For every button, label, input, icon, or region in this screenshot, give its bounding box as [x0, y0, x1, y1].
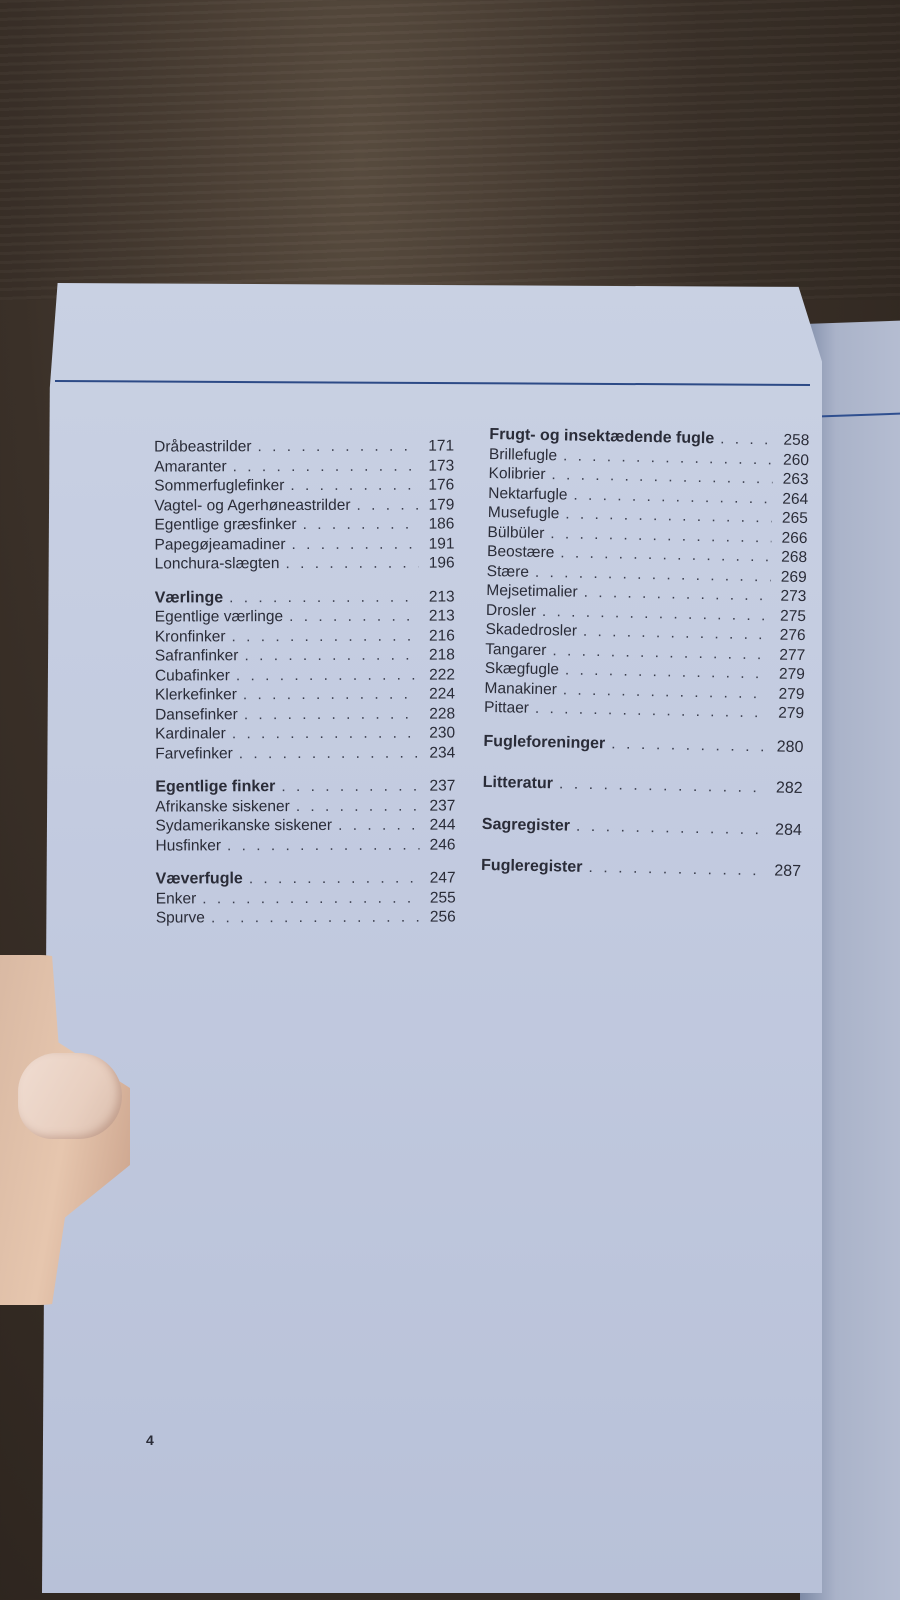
toc-entry-page: 279	[778, 685, 805, 703]
toc-entry-page: 256	[429, 908, 456, 926]
toc-entry-label: Klerkefinker	[154, 686, 237, 704]
toc-entry	[156, 907, 456, 928]
leader-dots	[257, 437, 418, 457]
leader-dots	[535, 699, 769, 723]
toc-entry	[155, 665, 455, 686]
toc-entry-label: Skadedrosler	[485, 620, 578, 640]
toc-entry-label: Skægfugle	[484, 659, 560, 679]
toc-entry-page: 266	[781, 529, 808, 547]
leader-dots	[289, 607, 419, 627]
toc-entry	[156, 835, 456, 856]
toc-entry-label: Papegøjeamadiner	[154, 535, 286, 554]
toc-entry-page: 244	[429, 816, 456, 834]
toc-entry	[154, 456, 454, 477]
leader-dots	[720, 429, 773, 450]
toc-entry-page: 224	[429, 685, 456, 703]
toc-entry	[155, 626, 455, 647]
toc-entry-page: 258	[783, 431, 810, 450]
leader-dots	[202, 888, 420, 908]
toc-entry-label: Farvefinker	[155, 744, 233, 763]
toc-entry	[154, 436, 454, 457]
toc-group	[483, 731, 803, 757]
toc-entry	[155, 815, 455, 836]
toc-entry-label: Væverfugle	[155, 870, 243, 888]
toc-entry-page: 173	[428, 456, 455, 475]
toc-entry-page: 265	[781, 509, 808, 528]
leader-dots	[232, 724, 419, 744]
toc-entry-label: Litteratur	[482, 773, 554, 793]
toc-entry-page: 255	[429, 888, 456, 907]
leader-dots	[356, 495, 418, 515]
toc-entry-page: 191	[428, 534, 455, 553]
toc-heading-entry	[483, 773, 803, 799]
toc-entry-page: 218	[428, 646, 455, 664]
toc-entry-page: 237	[429, 777, 456, 795]
toc-entry	[156, 888, 456, 909]
leader-dots	[244, 646, 418, 666]
toc-entry-page: 260	[782, 451, 810, 469]
toc-entry-page: 247	[429, 869, 456, 887]
leader-dots	[281, 777, 419, 797]
toc-entry-page: 171	[428, 437, 455, 455]
toc-group	[481, 856, 801, 882]
leader-dots	[227, 835, 420, 855]
toc-entry-page: 186	[428, 515, 455, 533]
toc-entry-label: Husfinker	[155, 836, 222, 855]
toc-heading-entry	[156, 868, 456, 889]
toc-entry-page: 279	[778, 665, 805, 684]
toc-entry-label: Beostære	[486, 542, 555, 562]
toc-heading-entry	[481, 856, 801, 882]
toc-group	[156, 868, 456, 928]
toc-entry-page: 176	[428, 476, 455, 494]
toc-group	[155, 587, 456, 764]
leader-dots	[290, 476, 418, 496]
toc-entry-label: Kardinaler	[155, 725, 226, 743]
toc-entry	[154, 475, 454, 496]
toc-entry-page: 269	[780, 568, 807, 586]
toc-entry-page: 264	[782, 490, 809, 508]
leader-dots	[211, 908, 420, 928]
toc-entry-label: Dansefinker	[155, 705, 238, 724]
thumbnail-nail	[18, 1053, 122, 1139]
toc-entry-page: 196	[428, 554, 455, 572]
toc-entry-label: Spurve	[155, 909, 205, 927]
toc-entry-page: 263	[782, 470, 809, 489]
toc-entry-page: 287	[774, 862, 802, 881]
toc-heading-entry	[482, 814, 802, 840]
toc-entry	[155, 796, 455, 817]
toc-heading-entry	[483, 731, 803, 757]
toc-entry-label: Frugt- og insektædende fugle	[489, 425, 715, 448]
toc-entry-label: Amaranter	[154, 457, 227, 476]
leader-dots	[231, 626, 418, 646]
toc-entry-label: Bülbüler	[487, 523, 545, 542]
leader-dots	[303, 515, 419, 535]
leader-dots	[588, 858, 765, 881]
leader-dots	[244, 704, 419, 724]
toc-group	[484, 425, 810, 724]
toc-entry-label: Tangarer	[485, 640, 547, 659]
leader-dots	[559, 774, 767, 797]
leader-dots	[229, 587, 419, 607]
toc-entry	[155, 553, 455, 574]
toc-entry-label: Afrikanske siskener	[155, 797, 290, 816]
leader-dots	[291, 534, 418, 554]
toc-entry-label: Dråbeastrilder	[154, 438, 252, 456]
leader-dots	[338, 816, 419, 836]
toc-entry-label: Sydamerikanske siskener	[155, 816, 333, 835]
toc-heading-entry	[155, 587, 455, 608]
toc-entry-label: Enker	[155, 889, 197, 908]
toc-entry-page: 228	[429, 704, 456, 723]
toc-entry-label: Safranfinker	[154, 647, 239, 665]
leader-dots	[239, 743, 420, 763]
toc-entry-label: Kronfinker	[154, 627, 226, 646]
toc-entry-page: 222	[429, 665, 455, 684]
toc-entry	[154, 514, 454, 535]
toc-entry-page: 179	[428, 495, 455, 514]
toc-entry-label: Vagtel- og Agerhøneastrilder	[154, 496, 351, 515]
toc-group	[483, 773, 803, 799]
toc-entry-page: 277	[779, 646, 806, 664]
toc-entry-label: Stære	[486, 562, 530, 581]
toc-entry	[155, 645, 455, 666]
toc-entry	[155, 606, 455, 627]
toc-entry-page: 282	[775, 779, 803, 798]
leader-dots	[233, 456, 419, 476]
leader-dots	[236, 665, 419, 685]
toc-entry-label: Manakiner	[484, 679, 558, 698]
wooden-table-background	[0, 0, 900, 300]
toc-entry-label: Sommerfuglefinker	[154, 477, 285, 495]
toc-entry-page: 213	[428, 607, 455, 625]
toc-right-column	[480, 425, 809, 904]
next-page-rule	[810, 412, 900, 418]
toc-entry-page: 213	[428, 587, 455, 606]
toc-entry-label: Drosler	[485, 601, 537, 620]
toc-left-column	[154, 436, 456, 942]
leader-dots	[285, 554, 418, 574]
toc-group	[154, 436, 454, 574]
toc-entry-label: Cubafinker	[154, 666, 230, 685]
toc-entry-label: Fugleforeninger	[483, 732, 606, 752]
toc-entry	[155, 723, 455, 744]
toc-entry-label: Fugleregister	[480, 856, 583, 876]
toc-group	[155, 776, 455, 855]
toc-entry-label: Egentlige græsfinker	[154, 516, 297, 534]
leader-dots	[576, 816, 766, 839]
toc-group	[482, 814, 802, 840]
toc-entry-page: 279	[778, 704, 805, 723]
toc-entry-page: 268	[781, 548, 808, 567]
toc-entry-page: 216	[428, 626, 455, 645]
toc-entry-page: 234	[429, 743, 456, 762]
toc-heading-entry	[155, 776, 455, 797]
toc-entry	[155, 684, 455, 705]
toc-entry-label: Lonchura-slægten	[154, 555, 280, 573]
leader-dots	[611, 734, 768, 756]
page-number: 4	[146, 1432, 154, 1448]
toc-entry-label: Pittaer	[483, 698, 530, 717]
toc-entry-page: 246	[429, 835, 456, 854]
toc-entry-page: 237	[429, 796, 456, 815]
toc-entry-page: 275	[779, 607, 807, 625]
toc-entry-label: Værlinge	[154, 588, 224, 607]
toc-entry-page: 276	[779, 626, 806, 645]
leader-dots	[243, 685, 419, 705]
toc-entry-page: 280	[776, 738, 804, 756]
toc-entry-page: 284	[774, 821, 803, 839]
toc-entry	[154, 495, 454, 516]
toc-entry-label: Kolibrier	[488, 464, 546, 484]
leader-dots	[296, 796, 420, 816]
toc-entry-page: 230	[429, 724, 456, 742]
leader-dots	[249, 869, 420, 889]
toc-entry	[155, 704, 455, 725]
toc-entry	[155, 743, 455, 764]
toc-entry-page: 273	[780, 587, 807, 606]
toc-entry-label: Nektarfugle	[488, 484, 568, 503]
toc-entry	[154, 534, 454, 555]
toc-entry-label: Sagregister	[481, 815, 571, 835]
toc-entry-label: Musefugle	[487, 503, 560, 523]
toc-entry-label: Mejsetimalier	[486, 581, 578, 601]
toc-entry-label: Egentlige værlinge	[154, 608, 284, 626]
toc-entry-label: Egentlige finker	[155, 778, 276, 796]
toc-entry-label: Brillefugle	[488, 445, 558, 464]
